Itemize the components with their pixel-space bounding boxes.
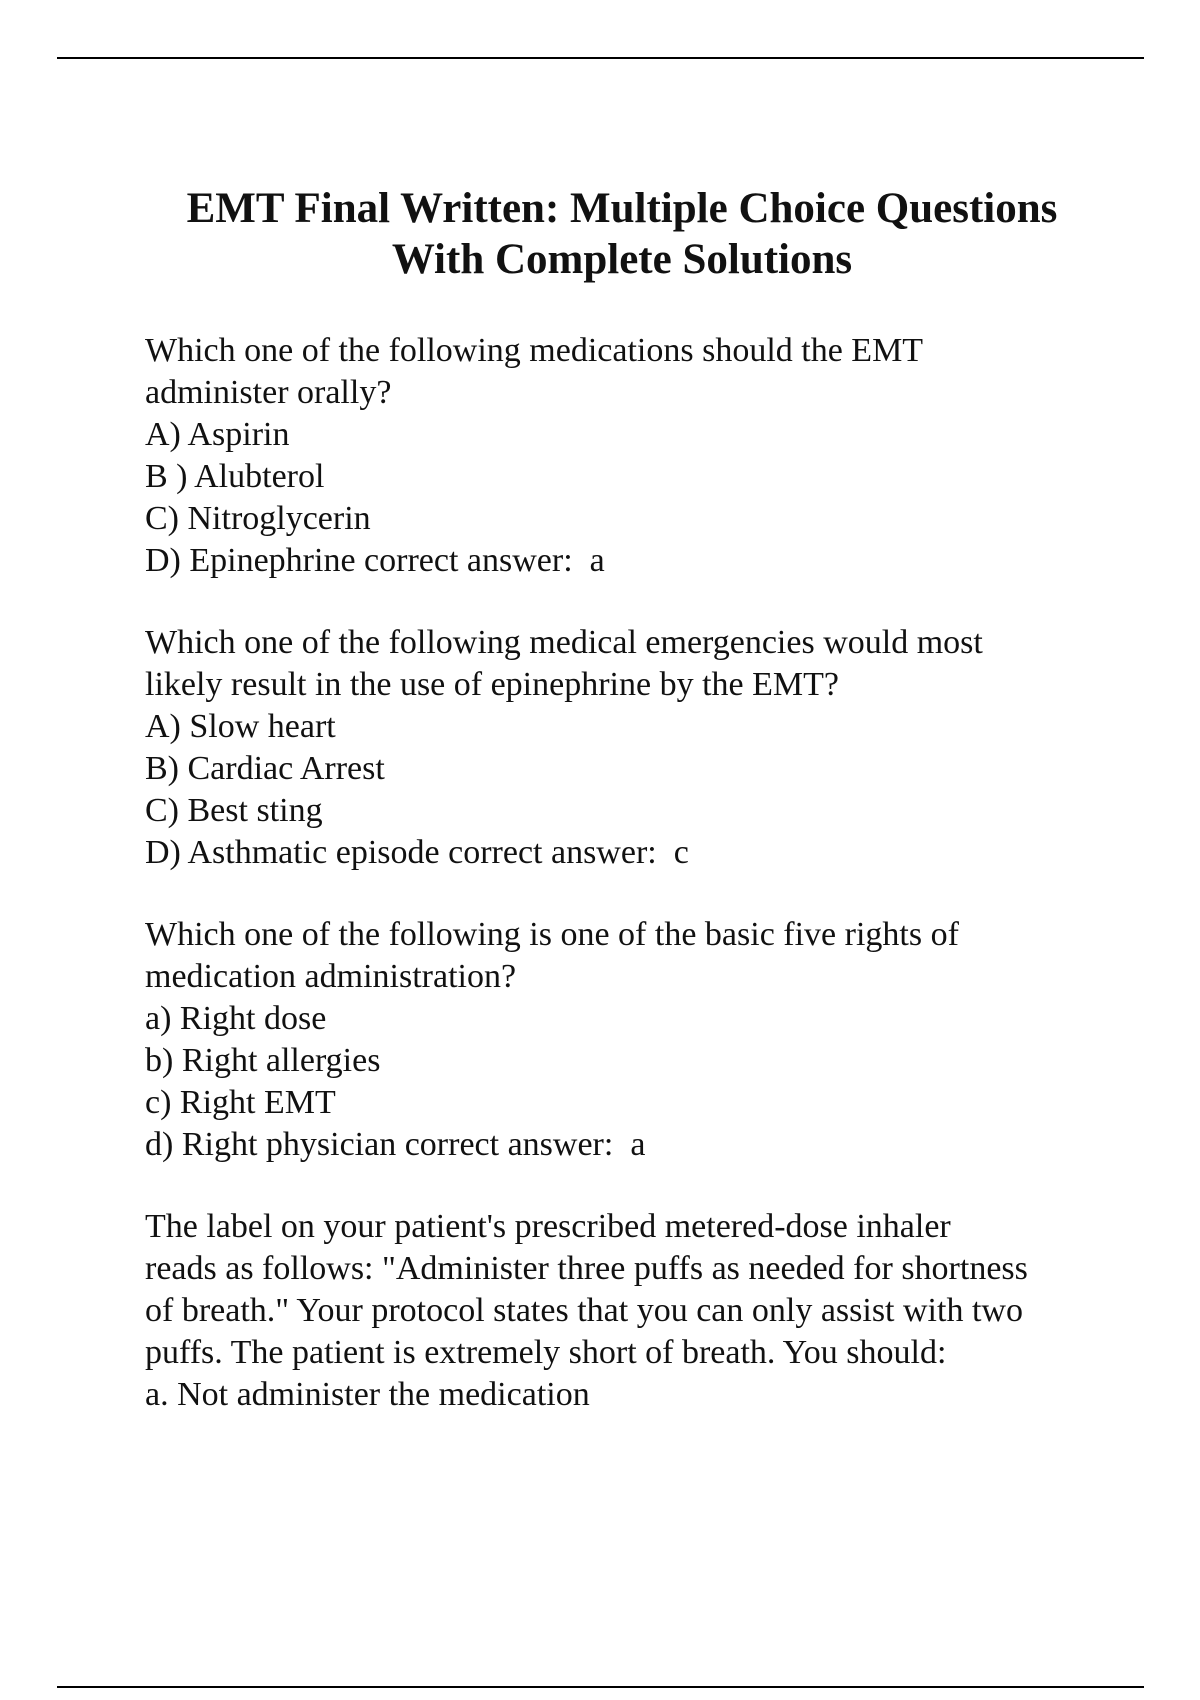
answer-label: correct answer: <box>448 834 657 871</box>
question-2 <box>145 622 1145 874</box>
question-stem-line: medication administration? <box>145 958 517 995</box>
title-line-2: With Complete Solutions <box>391 236 853 283</box>
option-c: c) Right EMT <box>145 1084 336 1121</box>
answer-value: c <box>673 834 689 871</box>
option-d-with-answer <box>145 1124 1145 1166</box>
option-d-with-answer <box>145 540 1145 582</box>
answer-label: correct answer: <box>404 1126 614 1163</box>
option-b: b) Right allergies <box>145 1042 381 1079</box>
option-c: C) Nitroglycerin <box>145 500 371 537</box>
question-stem-line: Which one of the following is one of the basic five rights of <box>145 916 959 953</box>
top-rule <box>57 57 1144 59</box>
option-c: C) Best sting <box>145 792 323 829</box>
question-4 <box>145 1206 1145 1416</box>
question-stem-line: reads as follows: "Administer three puffs as needed for shortness <box>145 1250 1028 1287</box>
answer-label: correct answer: <box>364 542 573 579</box>
option-b: B) Cardiac Arrest <box>145 750 385 787</box>
question-stem-line: The label on your patient's prescribed metered-dose inhaler <box>145 1208 951 1245</box>
page-title <box>57 183 1187 285</box>
question-stem-line: puffs. The patient is extremely short of breath. You should: <box>145 1334 947 1371</box>
question-list <box>145 330 1145 1456</box>
bottom-rule <box>57 1686 1144 1688</box>
option-a: A) Slow heart <box>145 708 336 745</box>
answer-value: a <box>589 542 605 579</box>
question-stem-line: Which one of the following medications should the EMT <box>145 332 924 369</box>
option-d: D) Epinephrine <box>145 542 356 579</box>
option-d: D) Asthmatic episode <box>145 834 440 871</box>
question-stem-line: Which one of the following medical emergencies would most <box>145 624 983 661</box>
title-line-1: EMT Final Written: Multiple Choice Questions <box>186 185 1058 232</box>
answer-value: a <box>630 1126 646 1163</box>
question-1 <box>145 330 1145 582</box>
option-d: d) Right physician <box>145 1126 397 1163</box>
option-b: B ) Alubterol <box>145 458 325 495</box>
option-a: a) Right dose <box>145 1000 327 1037</box>
question-stem-line: likely result in the use of epinephrine by the EMT? <box>145 666 839 703</box>
option-a: A) Aspirin <box>145 416 290 453</box>
option-a: a. Not administer the medication <box>145 1376 590 1413</box>
question-3 <box>145 914 1145 1166</box>
option-d-with-answer <box>145 832 1145 874</box>
question-stem-line: administer orally? <box>145 374 392 411</box>
question-stem-line: of breath." Your protocol states that you can only assist with two <box>145 1292 1023 1329</box>
